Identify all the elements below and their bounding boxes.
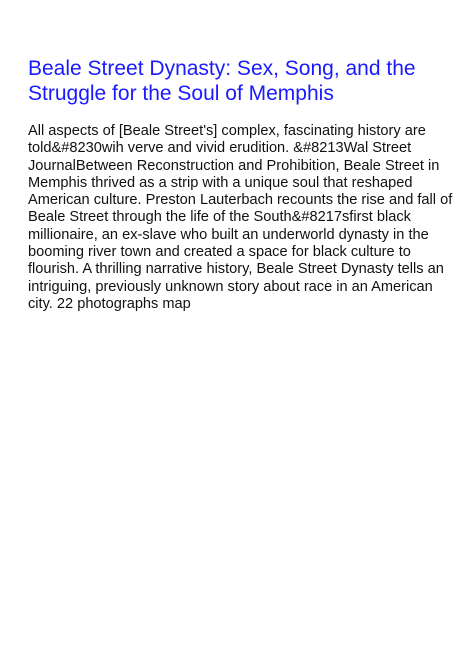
document-description: All aspects of [Beale Street's] complex, fascinating history are told&#8230wih verve and vivid erudition. &#8213Wal Street JournalBetween Reconstruction and Prohibition, Beale Street in Memphis thrived as a strip with a unique soul that reshaped American culture. Preston Lauterbach recounts the rise and fall of Beale Street through the life of the South&#8217sfirst black millionaire, an ex-slave who built an underworld dynasty in the booming river town and created a space for black culture to flourish. A thrilling narrative history, Beale Street Dynasty tells an intriguing, previously unknown story about race in an American city. 22 photographs map (28, 123, 453, 312)
document-title: Beale Street Dynasty: Sex, Song, and the Struggle for the Soul of Memphis (28, 57, 416, 105)
